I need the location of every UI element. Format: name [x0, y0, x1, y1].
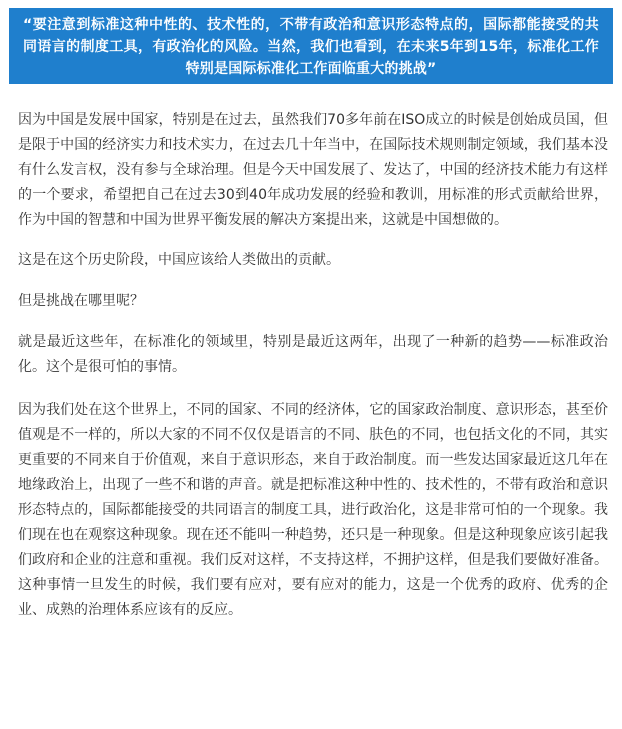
- paragraph-contribution: 这是在这个历史阶段，中国应该给人类做出的贡献。: [18, 252, 340, 268]
- paragraph-challenge-question: 但是挑战在哪里呢？: [18, 293, 144, 309]
- article-body: [18, 108, 608, 623]
- paragraph-politicization-trend: 就是最近这些年，在标准化的领域里，特别是最近这两年，出现了一种新的趋势——标准政治化。这个是很可怕的事情。: [18, 334, 608, 375]
- paragraph-china-developing: 因为中国是发展中国家，特别是在过去，虽然我们70多年前在ISO成立的时候是创始成员国，但是限于中国的经济实力和技术实力，在过去几十年当中，在国际技术规则制定领域，我们基本没有什么发言权，没有参与全球治理。但是今天中国发展了、发达了，中国的经济技术能力有这样的一个要求，希望把自己在过去30到40年成功发展的经验和教训，用标准的形式贡献给世界，作为中国的智慧和中国为世界平衡发展的解决方案提出来，这就是中国想做的。: [18, 112, 608, 228]
- quote-banner: [9, 8, 613, 84]
- paragraph-world-differences: 因为我们处在这个世界上，不同的国家、不同的经济体，它的国家政治制度、意识形态，甚至价值观是不一样的，所以大家的不同不仅仅是语言的不同、肤色的不同，也包括文化的不同，其实更重要的不同来自于价值观，来自于意识形态，来自于政治制度。而一些发达国家最近这几年在地缘政治上，出现了一些不和谐的声音。就是把标准这种中性的、技术性的，不带有政治和意识形态特点的，国际都能接受的共同语言的制度工具，进行政治化，这是非常可怕的一个现象。我们现在也在观察这种现象。现在还不能叫一种趋势，还只是一种现象。但是这种现象应该引起我们政府和企业的注意和重视。我们反对这样，不支持这样，不拥护这样，但是我们要做好准备。这种事情一旦发生的时候，我们要有应对，要有应对的能力，这是一个优秀的政府、优秀的企业、成熟的治理体系应该有的反应。: [18, 402, 608, 618]
- quote-text: “要注意到标准这种中性的、技术性的，不带有政治和意识形态特点的，国际都能接受的共同语言的制度工具，有政治化的风险。当然，我们也看到，在未来5年到15年，标准化工作特别是国际标准化工作面临重大的挑战”: [23, 17, 599, 77]
